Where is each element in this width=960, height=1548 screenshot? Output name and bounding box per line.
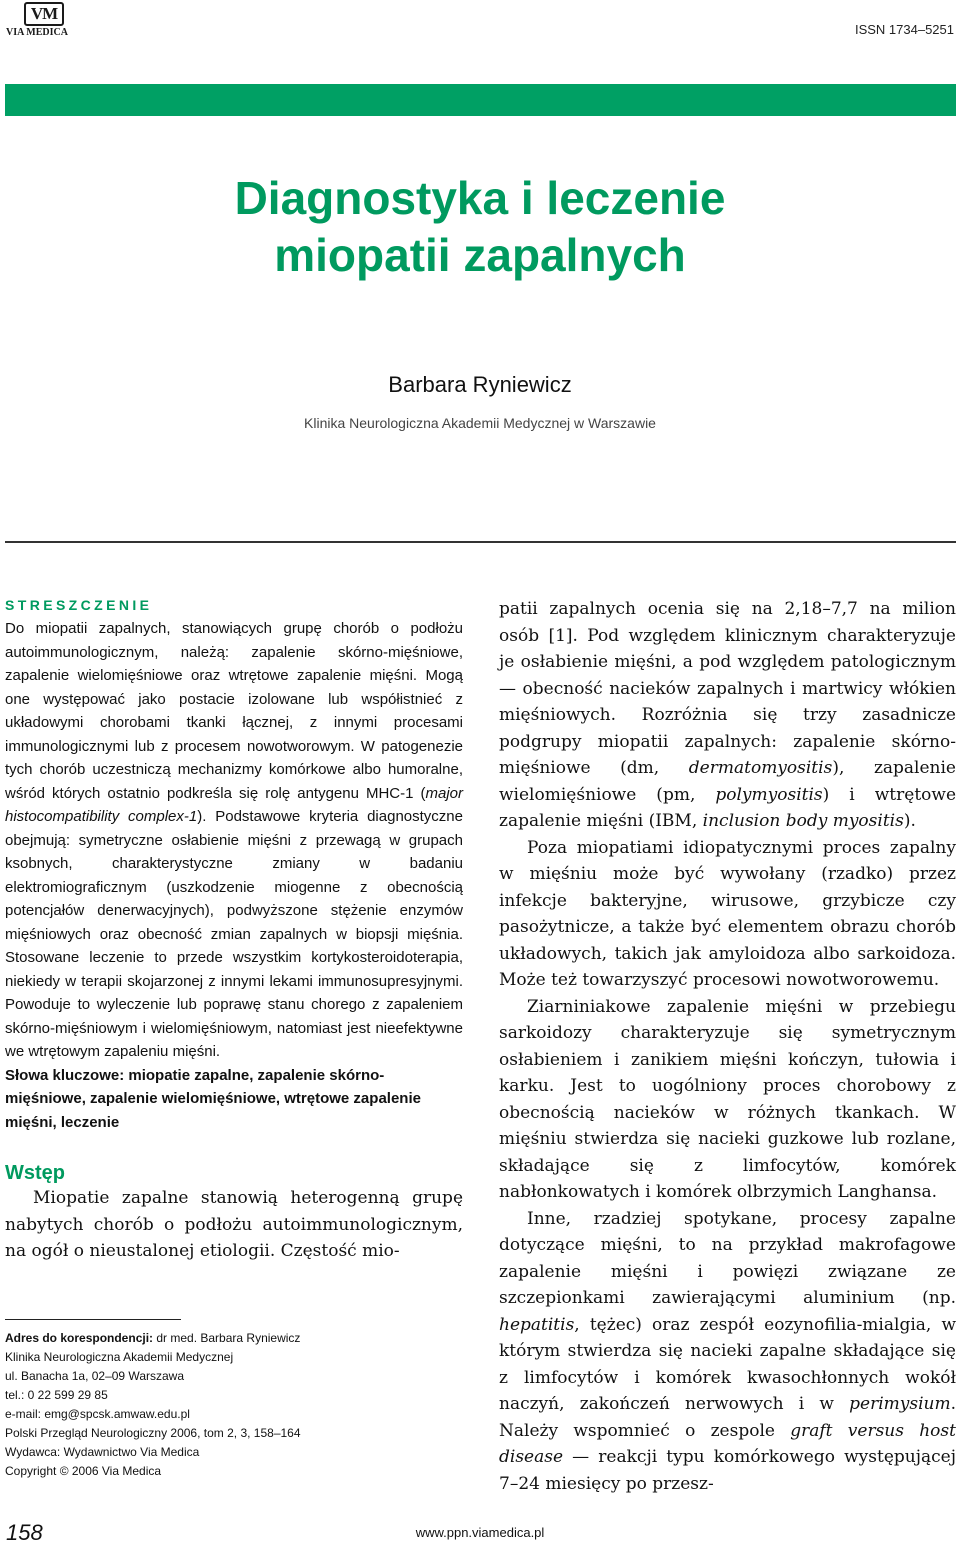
correspondence-line: tel.: 0 22 599 29 85 [5, 1388, 108, 1402]
title-line-2: miopatii zapalnych [274, 229, 686, 281]
text-run: . Należy wspomnieć o zespole [499, 1394, 956, 1441]
body-paragraph-4 [499, 1206, 956, 1498]
correspondence-block [5, 1329, 475, 1481]
correspondence-name: dr med. Barbara Ryniewicz [153, 1331, 301, 1345]
italic-term: graft versus host disease [499, 1420, 956, 1467]
publisher: Wydawca: Wydawnictwo Via Medica [5, 1445, 200, 1459]
text-run: , tężec) oraz zespół eozynofilia-mialgia, w którym stwierdza się nacieki zapalne składające się z limfocytów i komórek kwasochłonnych wokół naczyń, zakończeń nerwowych i w [499, 1314, 956, 1414]
journal-citation: Polski Przegląd Neurologiczny 2006, tom 2, 3, 158–164 [5, 1426, 301, 1440]
correspondence-label: Adres do korespondencji: [5, 1331, 154, 1345]
right-column [499, 596, 956, 1497]
text-run: ). [903, 811, 916, 831]
text-run: Inne, rzadziej spotykane, procesy zapalne dotyczące mięśni, to na przykład makrofagowe zapalenie mięśni i powięzi związane ze szczepionkami zawierającymi aluminium (np. [499, 1208, 956, 1308]
italic-term: inclusion body myositis [702, 811, 904, 831]
text-run: patii zapalnych ocenia się na 2,18–7,7 na milion osób [1]. Pod względem klinicznym charakteryzuje je osłabienie mięśni, a pod względem patologicznym — obecność nacieków zapalnych i martwicy włókien mięśniowych. Rozróżnia się trzy zasadnicze podgrupy miopatii zapalnych: zapalenie skórno-mięśniowe (dm, [499, 599, 956, 778]
header-color-bar [5, 84, 956, 116]
section-heading-intro: Wstęp [5, 1162, 65, 1184]
logo-mark: VM [24, 2, 64, 26]
keywords: Słowa kluczowe: miopatie zapalne, zapalenie skórno-mięśniowe, zapalenie wielomięśniowe, wtrętowe zapalenie mięśni, leczenie [5, 1066, 421, 1131]
italic-term: hepatitis [499, 1314, 575, 1335]
body-paragraph-1 [499, 596, 956, 835]
correspondence-email: e-mail: emg@spcsk.amwaw.edu.pl [5, 1407, 190, 1421]
text-run: ) i wtrętowe zapalenie mięśni (IBM, [499, 784, 956, 831]
italic-term: polymyositis [715, 784, 823, 805]
left-column [5, 596, 463, 1265]
abstract-heading: STRESZCZENIE [5, 597, 153, 613]
body-paragraph-2: Poza miopatiami idiopatycznymi proces zapalny w mięśniu może być wywołany (rzadko) przez infekcje bakteryjne, wirusowe, grzybicze czy pasożytnicze, a także być elementem obrazu chorób układowych, takich jak amyloidoza albo sarkoidoza. Może też towarzyszyć procesowi nowotworowemu. [499, 837, 956, 990]
correspondence-line: ul. Banacha 1a, 02–09 Warszawa [5, 1369, 184, 1383]
article-title [0, 170, 960, 284]
publisher-logo [6, 2, 78, 39]
abstract-part: Do miopatii zapalnych, stanowiących grupę chorób o podłożu autoimmunologicznym, należą: zapalenie skórno-mięśniowe, zapalenie wielomięśniowe oraz wtrętowe zapalenie mięśni. Mogą one występować jako postacie izolowane lub współistnieć z układowymi chorobami tkanki łącznej, z innymi procesami immunologicznymi lub z procesem nowotworowym. W patogenezie tych chorób uczestniczą mechanizmy komórkowe albo humoralne, wśród których ostatnio podkreśla się rolę antygenu MHC-1 ( [5, 620, 463, 802]
abstract-italic: major histocompatibility complex-1 [5, 784, 463, 825]
journal-url[interactable]: www.ppn.viamedica.pl [415, 1525, 545, 1540]
author-name: Barbara Ryniewicz [388, 372, 572, 397]
author-affiliation: Klinika Neurologiczna Akademii Medycznej w Warszawie [304, 415, 656, 431]
footnote-divider [5, 1319, 181, 1320]
title-line-1: Diagnostyka i leczenie [234, 172, 726, 224]
italic-term: perimysium [849, 1394, 951, 1414]
copyright: Copyright © 2006 Via Medica [5, 1464, 162, 1478]
correspondence-line [5, 1329, 475, 1348]
text-run: ), zapalenie wielomięśniowe (pm, [499, 758, 956, 805]
body-paragraph-3: Ziarniniakowe zapalenie mięśni w przebiegu sarkoidozy charakteryzuje się symetrycznym osłabieniem i zanikiem mięśni kończyn, tułowia i karku. Jest to uogólniony proces chorobowy z obecnością nacieków w różnych tkankach. W mięśniu stwierdza się nacieki guzkowe lub rozlane, składające się z limfocytów, komórek nabłonkowatych i komórek olbrzymich Langhansa. [499, 996, 956, 1202]
title-divider [5, 541, 956, 543]
text-run: — reakcji typu komórkowego występującej 7–24 miesięcy po przesz- [499, 1447, 956, 1494]
correspondence-line: Klinika Neurologiczna Akademii Medycznej [5, 1350, 234, 1364]
logo-text: VIA MEDICA [6, 27, 68, 38]
abstract-text [5, 617, 463, 1064]
intro-paragraph: Miopatie zapalne stanowią heterogenną grupę nabytych chorób o podłożu autoimmunologicznym, na ogół o nieustalonej etiologii. Częstość mio- [5, 1188, 463, 1261]
issn: ISSN 1734–5251 [854, 22, 954, 37]
abstract-part: ). Podstawowe kryteria diagnostyczne obejmują: symetryczne osłabienie mięśni z przewagą w grupach ksobnych, charakterystyczne zmiany w badaniu elektromiograficznym (uszkodzenie miogenne z obecnością potencjałów denerwacyjnych), podwyższone stężenie enzymów mięśniowych oraz obecność zmian zapalnych w biopsji mięśnia. Stosowane leczenie to przede wszystkim kortykosteroidoterapia, niekiedy w terapii skojarzonej z innymi lekami immunosupresyjnymi. Powoduje to wyleczenie lub poprawę stanu chorego z zapaleniem skórno-mięśniowym i wielomięśniowym, natomiast jest nieefektywne we wtrętowym zapaleniu mięśni. [5, 808, 463, 1060]
italic-term: dermatomyositis [688, 758, 833, 778]
page-number: 158 [6, 1520, 43, 1545]
